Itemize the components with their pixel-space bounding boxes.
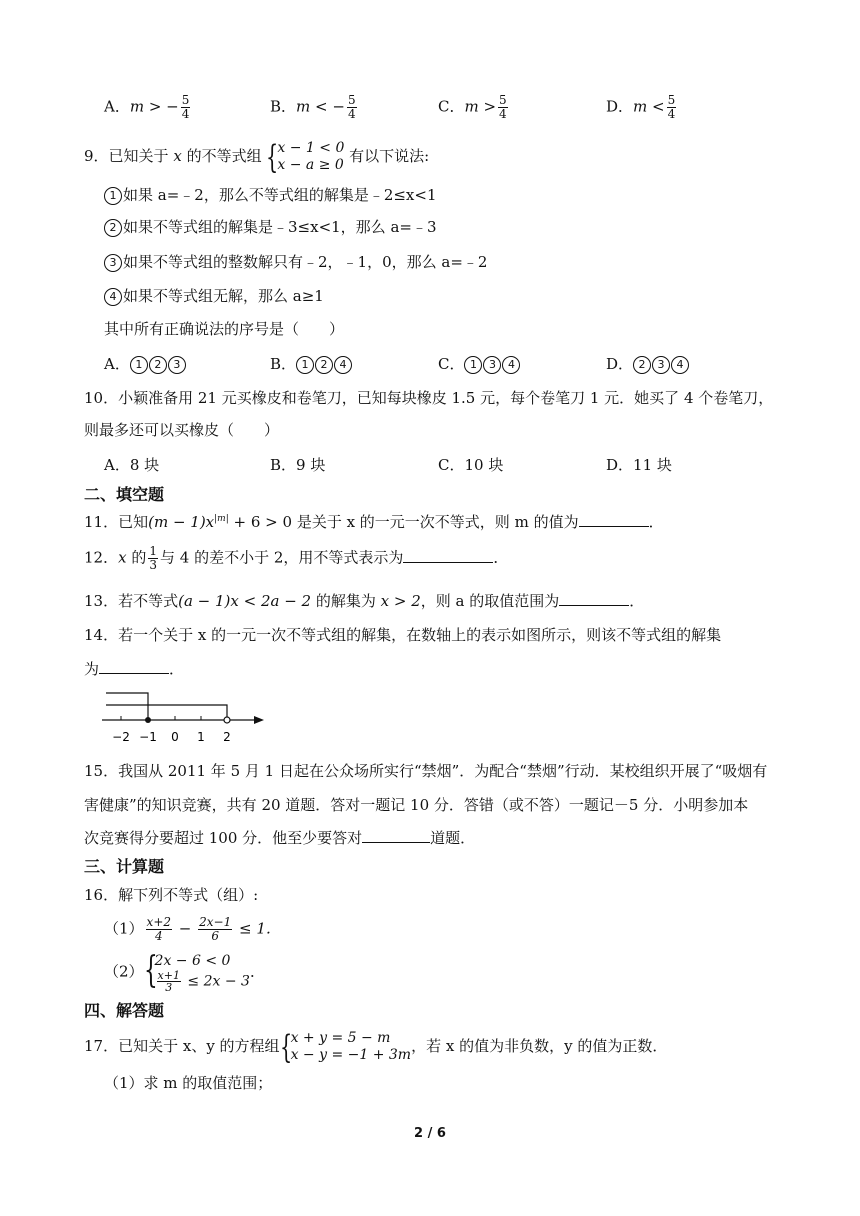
fraction: $\frac{x+2}{4}$ — [146, 915, 172, 943]
tick-label: 1 — [197, 730, 205, 744]
q9-option-b: B． 1 2 4 — [270, 353, 353, 374]
q16-part1: （1） $\frac{x+2}{4}$ − $\frac{2x-1}{6}$ ≤ 1． — [104, 915, 281, 943]
q14-line2: 为 ． — [84, 660, 185, 678]
section-heading-computation: 三、计算题 — [84, 857, 165, 876]
tick-label: 2 — [223, 730, 231, 744]
answer-blank — [362, 828, 430, 843]
section-heading-fill-in: 二、填空题 — [84, 485, 165, 504]
fraction: $\frac{5}{4}$ — [667, 93, 676, 121]
q10-option-a: A．8 块 — [104, 456, 160, 474]
q9-item-2: 2 如果不等式组的解集是﹣3≤x<1，那么 a=﹣3 — [104, 216, 437, 237]
q10-line2: 则最多还可以买橡皮（ ） — [84, 421, 280, 439]
q9-question: 其中所有正确说法的序号是（ ） — [104, 320, 345, 338]
solution-ray-right — [106, 705, 227, 717]
q9-stem: 9．已知关于 x 的不等式组 { x − 1 < 0 x − a ≥ 0 有以下说法: — [84, 138, 430, 176]
q8-option-d: D．m < $\frac{5}{4}$ — [606, 93, 676, 121]
inequality-system: { x − 1 < 0 x − a ≥ 0 — [266, 138, 345, 176]
q10-option-d: D．11 块 — [606, 456, 672, 474]
closed-dot — [145, 717, 151, 723]
q9-option-c: C． 1 3 4 — [438, 353, 521, 374]
q17-stem: 17．已知关于 x、y 的方程组 { x + y = 5 − m x − y = −1 + 3m ，若 x 的值为非负数，y 的值为正数． — [84, 1028, 668, 1066]
fraction: $\frac{5}{4}$ — [347, 93, 356, 121]
fraction: $\frac{2x-1}{6}$ — [199, 915, 232, 943]
q8-option-c: C．m > $\frac{5}{4}$ — [438, 93, 507, 121]
q13: 13．若不等式(a − 1)x < 2a − 2 的解集为 x > 2，则 a 的取值范围为 ． — [84, 592, 645, 610]
q9-option-a: A． 1 2 3 — [104, 353, 187, 374]
axis-arrow-icon — [254, 716, 264, 724]
q12: 12．x 的 $\frac{1}{3}$ 与 4 的差不小于 2，用不等式表示为 ． — [84, 544, 509, 572]
q16-part2: （2） { 2x − 6 < 0 $\frac{x+1}{3}$ ≤ 2x − 3 ． — [104, 950, 265, 994]
equation-system: { x + y = 5 − m x − y = −1 + 3m — [279, 1028, 412, 1066]
tick-label: −1 — [139, 730, 157, 744]
q8-option-b: B．m < − $\frac{5}{4}$ — [270, 93, 356, 121]
q9-item-4: 4 如果不等式组无解，那么 a≥1 — [104, 285, 324, 306]
tick-label: 0 — [171, 730, 179, 744]
open-dot — [224, 717, 230, 723]
fraction: $\frac{1}{3}$ — [149, 544, 157, 572]
number-line-figure — [96, 688, 272, 748]
q14-line1: 14．若一个关于 x 的一元一次不等式组的解集，在数轴上的表示如图所示，则该不等式组的解集 — [84, 626, 722, 644]
q15-line3: 次竞赛得分要超过 100 分．他至少要答对 道题． — [84, 829, 476, 847]
q10-option-c: C．10 块 — [438, 456, 504, 474]
q8-option-a: A．m > − $\frac{5}{4}$ — [104, 93, 190, 121]
q15-line2: 害健康”的知识竞赛，共有 20 道题．答对一题记 10 分．答错（或不答）一题记－5 分．小明参加本 — [84, 796, 749, 814]
section-heading-answer: 四、解答题 — [84, 1001, 165, 1020]
q16-stem: 16．解下列不等式（组）: — [84, 886, 259, 904]
fraction: $\frac{5}{4}$ — [499, 93, 507, 121]
q10-option-b: B．9 块 — [270, 456, 326, 474]
fraction: $\frac{5}{4}$ — [181, 93, 190, 121]
inequality-system: { 2x − 6 < 0 $\frac{x+1}{3}$ ≤ 2x − 3 — [143, 950, 250, 994]
q9-item-3: 3 如果不等式组的整数解只有﹣2，﹣1，0，那么 a=﹣2 — [104, 251, 487, 272]
answer-blank — [99, 659, 169, 674]
q9-option-d: D． 2 3 4 — [606, 353, 690, 374]
answer-blank — [403, 548, 493, 563]
page-number: 2 / 6 — [414, 1126, 446, 1141]
answer-blank — [559, 591, 629, 606]
answer-blank — [579, 512, 649, 527]
q17-part1: （1）求 m 的取值范围； — [104, 1074, 273, 1092]
tick-label: −2 — [112, 730, 130, 744]
q9-item-1: 1 如果 a=﹣2，那么不等式组的解集是﹣2≤x<1 — [104, 184, 437, 205]
q11: 11．已知$(m - 1)x^{|m|} + 6 > 0$ 是关于 x 的一元一次不等式，则 m 的值为 ． — [84, 513, 664, 531]
q10-line1: 10．小颖准备用 21 元买橡皮和卷笔刀，已知每块橡皮 1.5 元，每个卷笔刀 1 元．她买了 4 个卷笔刀， — [84, 389, 774, 407]
q15-line1: 15．我国从 2011 年 5 月 1 日起在公众场所实行“禁烟”．为配合“禁烟”行动．某校组织开展了“吸烟有 — [84, 762, 768, 780]
